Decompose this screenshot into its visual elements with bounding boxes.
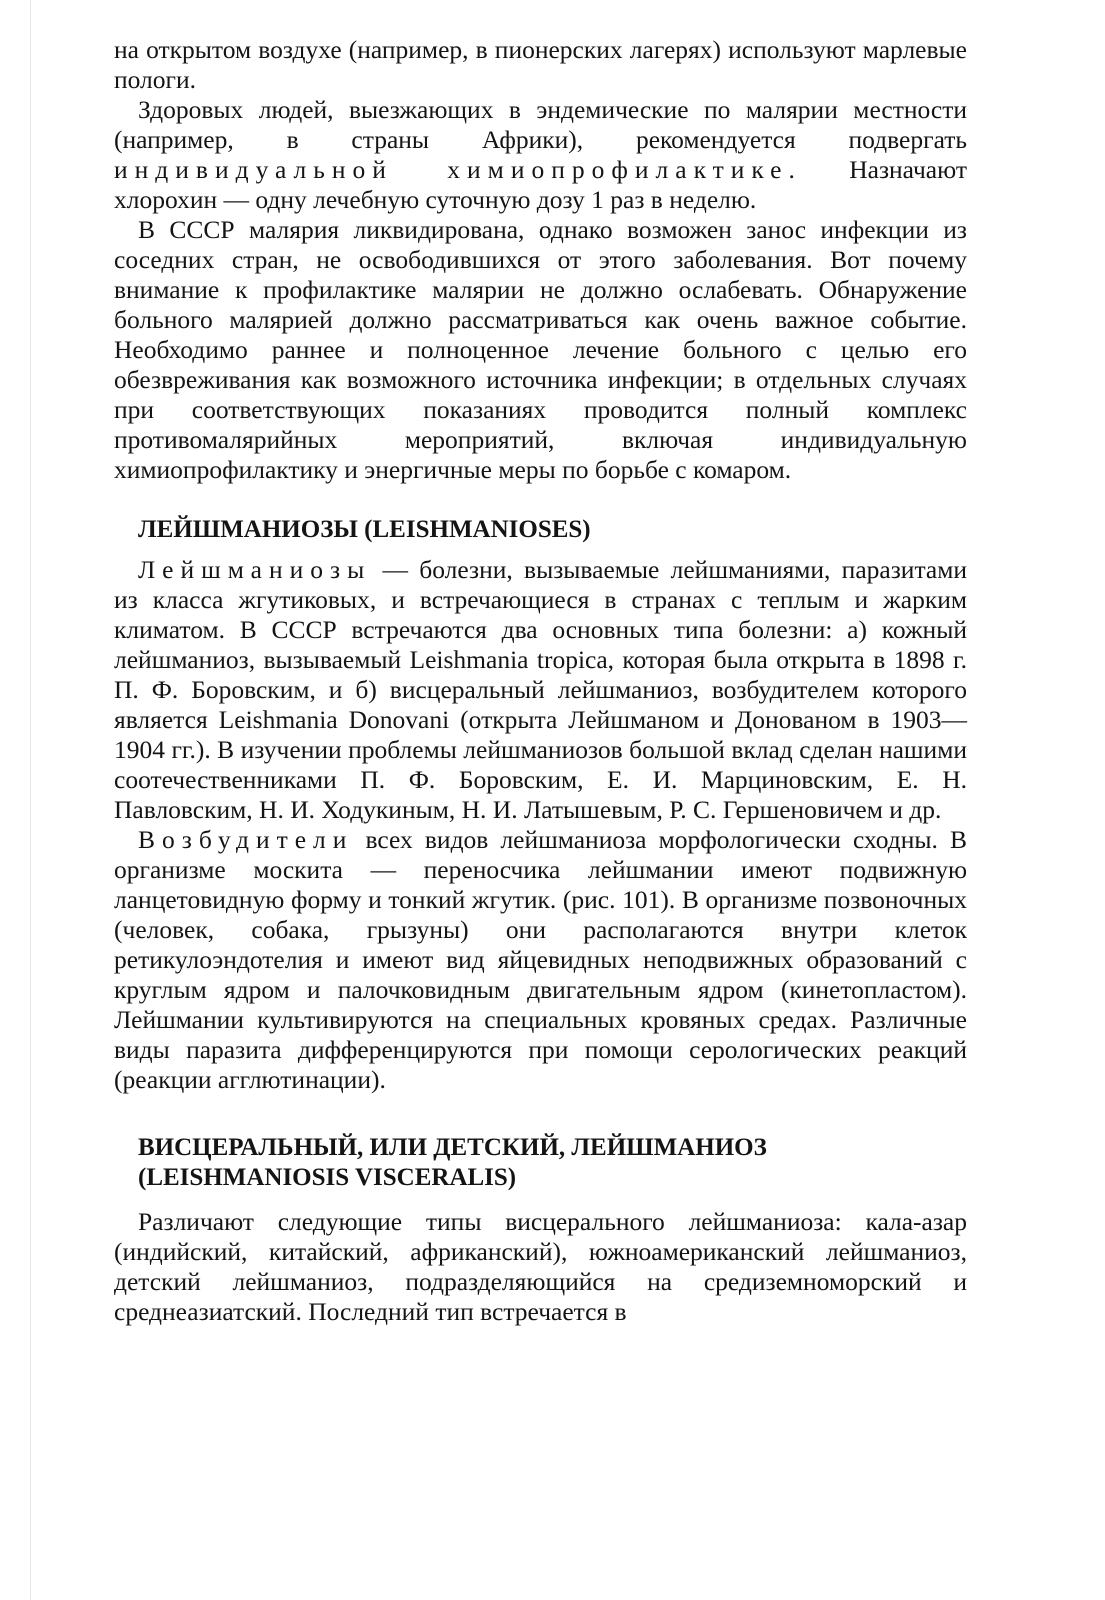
section-heading-leishmanioses: ЛЕЙШМАНИОЗЫ (LEISHMANIOSES)	[138, 516, 591, 543]
paragraph-ussr-malaria: В СССР малярия ликвидирована, однако возможен занос инфекции из соседних стран, не освободившихся от этого заболевания. Вот почему внимание к профилактике малярии не должно ослабевать. Обнаружение больного малярией должно рассматриваться как очень важное событие. Необходимо раннее и полноценное лечение больного с целью его обезвреживания как возможного источника инфекции; в отдельных случаях при соответствующих показаниях проводится полный комплекс противомалярийных мероприятий, включая индивидуальную химиопрофилактику и энергичные меры по борьбе с комаром.	[114, 215, 967, 484]
paragraph-continuation: на открытом воздухе (например, в пионерских лагерях) используют марлевые пологи.	[114, 35, 967, 94]
paragraph-pathogens	[114, 825, 967, 1095]
paragraph-lead-text: Здоровых людей, выезжающих в эндемические по малярии местности (например, в страны Африки), рекомендуется подвергать	[114, 95, 967, 154]
emphasized-term: индивидуальной химиопрофилактике.	[114, 155, 802, 184]
document-page	[30, 0, 1105, 1600]
paragraph-chemoprophylaxis	[114, 95, 967, 215]
paragraph-tail-text: всех видов лейшманиоза морфологически сходны. В организме москита — переносчика лейшмании имеют подвижную ланцетовидную форму и тонкий жгутик. (рис. 101). В организме позвоночных (человек, собака, грызуны) они располагаются внутри клеток ретикулоэндотелия и имеют вид яйцевидных неподвижных образований с круглым ядром и палочковидным двигательным ядром (кинетопластом). Лейшмании культивируются на специальных кровяных средах. Различные виды паразита дифференцируются при помощи серологических реакций (реакции агглютинации).	[114, 825, 967, 1094]
section-heading-visceral-leishmaniasis: ВИСЦЕРАЛЬНЫЙ, ИЛИ ДЕТСКИЙ, ЛЕЙШМАНИОЗ (LEISHMANIOSIS VISCERALIS)	[138, 1134, 767, 1191]
paragraph-leishmanioses-definition	[114, 555, 967, 825]
emphasized-term: Возбудители	[138, 825, 354, 854]
paragraph-visceral-types: Различают следующие типы висцерального лейшманиоза: кала-азар (индийский, китайский, африканский), южноамериканский лейшманиоз, детский лейшманиоз, подразделяющийся на средиземноморский и среднеазиатский. Последний тип встречается в	[114, 1207, 967, 1326]
paragraph-tail-text: — болезни, вызываемые лейшманиями, паразитами из класса жгутиковых, и встречающиеся в странах с теплым и жарким климатом. В СССР встречаются два основных типа болезни: а) кожный лейшманиоз, вызываемый Leishmania tropica, которая была открыта в 1898 г. П. Ф. Боровским, и б) висцеральный лейшманиоз, возбудителем которого является Leishmania Donovani (открыта Лейшманом и Донованом в 1903—1904 гг.). В изучении проблемы лейшманиозов большой вклад сделан нашими соотечественниками П. Ф. Боровским, Е. И. Марциновским, Е. Н. Павловским, Н. И. Ходукиным, Н. И. Латышевым, Р. С. Гершеновичем и др.	[114, 555, 967, 824]
emphasized-term: Лейшманиозы	[138, 555, 372, 584]
page-text	[114, 35, 967, 1327]
paragraph-tail-text: Назначают хлорохин — одну лечебную суточную дозу 1 раз в неделю.	[114, 155, 967, 214]
